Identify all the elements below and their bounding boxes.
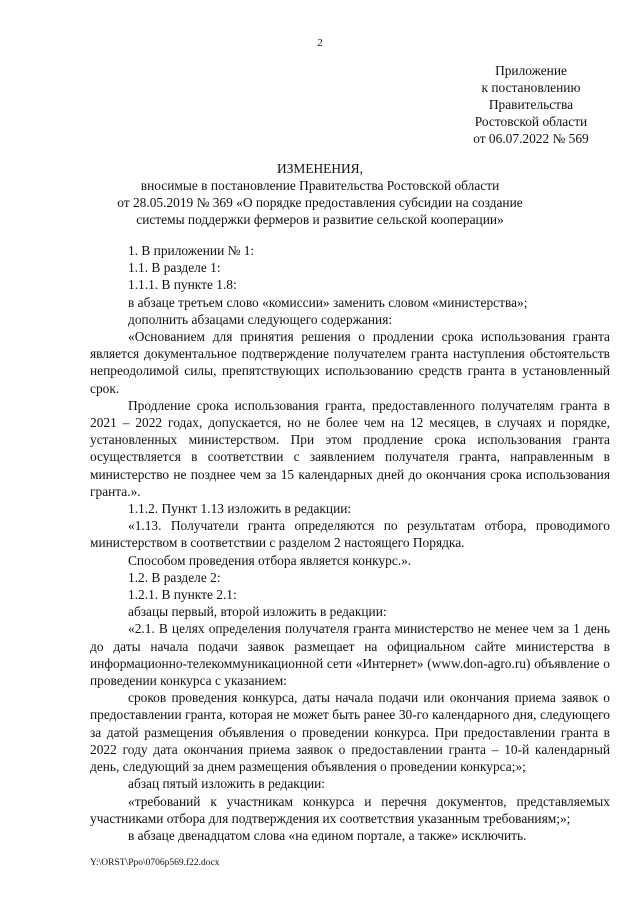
paragraph: абзац пятый изложить в редакции: xyxy=(128,776,326,792)
paragraph: 1.1. В разделе 1: xyxy=(128,260,221,276)
title-line: системы поддержки фермеров и развитие сельской кооперации» xyxy=(136,212,504,227)
paragraph: абзацы первый, второй изложить в редакции: xyxy=(128,604,387,620)
document-body xyxy=(90,242,610,844)
file-path-footer: Y:\ORST\Ppo\0706p569.f22.docx xyxy=(90,858,220,868)
paragraph: «1.13. Получатели гранта определяются по результатам отбора, проводимого министерством в соответствии с разделом 2 настоящего Порядка. xyxy=(90,518,610,551)
paragraph: «2.1. В целях определения получателя гранта министерство не менее чем за 1 день до даты начала подачи заявок размещает на официальном сайте министерства в информационно-телекоммуникационной сети «Интернет» (www.don-agro.ru) объявление о проведении конкурса с указанием: xyxy=(90,621,610,689)
title-line: вносимые в постановление Правительства Ростовской области xyxy=(140,178,500,193)
paragraph: 1.2.1. В пункте 2.1: xyxy=(128,587,237,603)
paragraph: «требований к участникам конкурса и перечня документов, представляемых участниками отбора для подтверждения их соответствия указанным требованиям;»; xyxy=(90,793,610,826)
appendix-line: Ростовской области xyxy=(474,114,588,129)
paragraph: сроков проведения конкурса, даты начала подачи или окончания приема заявок о предоставлении гранта, которая не может быть ранее 30-го календарного дня, следующего за датой размещения объявления о проведении конкурса. При предоставлении гранта в 2022 году дата окончания приема заявок о предоставлении гранта – 10-й календарный день, следующий за днем размещения объявления о проведении конкурса;»; xyxy=(90,690,610,775)
appendix-line: к постановлению xyxy=(481,80,581,95)
paragraph: в абзаце двенадцатом слова «на едином портале, а также» исключить. xyxy=(128,827,527,843)
paragraph: «Основанием для принятия решения о продлении срока использования гранта является документальное подтверждение получателем гранта наступления обстоятельств непреодолимой силы, препятствующих использованию средств гранта в установленный срок. xyxy=(90,329,610,396)
paragraph: Способом проведения отбора является конкурс.». xyxy=(128,552,412,568)
paragraph: 1. В приложении № 1: xyxy=(128,243,255,258)
paragraph: 1.2. В разделе 2: xyxy=(128,569,221,585)
title-heading: ИЗМЕНЕНИЯ, xyxy=(277,161,363,176)
page-number: 2 xyxy=(317,37,323,49)
paragraph: 1.1.1. В пункте 1.8: xyxy=(128,277,237,293)
appendix-line: Правительства xyxy=(488,97,574,112)
appendix-line: от 06.07.2022 № 569 xyxy=(473,131,589,146)
paragraph: Продление срока использования гранта, предоставленного получателям гранта в 2021 – 2022 годах, допускается, но не более чем на 12 месяцев, в случаях и порядке, установленных министерством. При этом продление срока использования гранта осуществляется в соответствии с заявлением получателя гранта, направленным в министерство не позднее чем за 15 календарных дней до окончания срока использования гранта.». xyxy=(90,397,610,499)
paragraph: 1.1.2. Пункт 1.13 изложить в редакции: xyxy=(128,501,352,517)
appendix-block xyxy=(448,62,614,147)
paragraph: в абзаце третьем слово «комиссии» заменить словом «министерства»; xyxy=(128,294,528,310)
title-line: от 28.05.2019 № 369 «О порядке предоставления субсидии на создание xyxy=(117,195,523,210)
appendix-line: Приложение xyxy=(495,63,567,78)
paragraph: дополнить абзацами следующего содержания: xyxy=(128,311,393,327)
document-title xyxy=(100,160,540,228)
